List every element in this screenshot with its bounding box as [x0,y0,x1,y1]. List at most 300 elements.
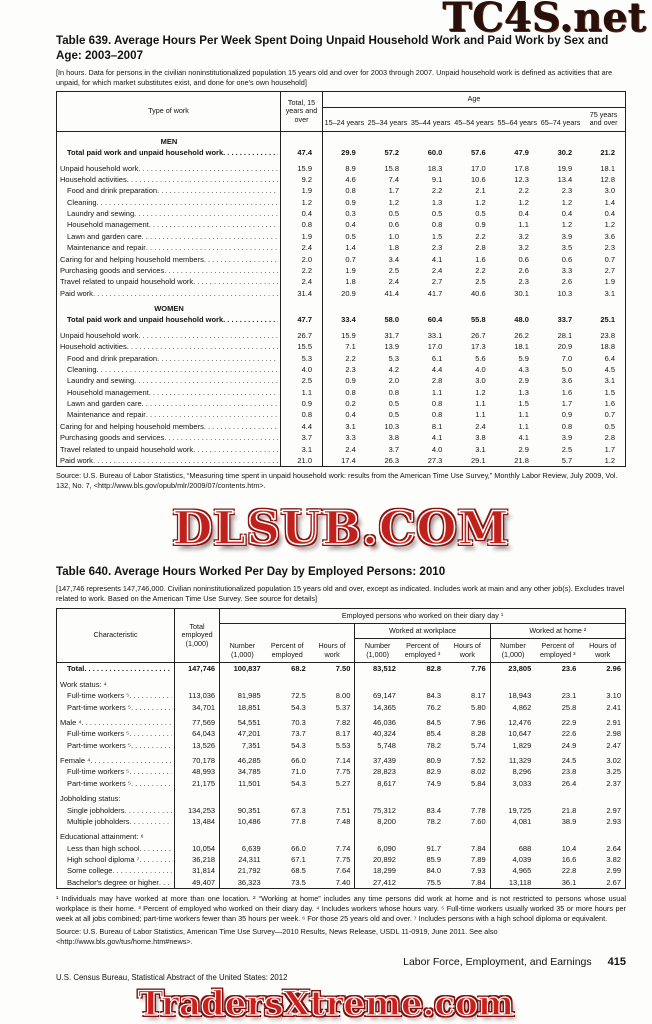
value-cell [445,827,490,842]
row-label-cell [57,690,175,701]
row-label: Lawn and garden care [67,231,142,241]
value-cell: 13.9 [384,342,400,352]
value-cell [582,299,625,314]
value-cell: 30.1 [514,288,529,298]
value-cell: 17.0 [471,163,486,173]
value-cell [265,675,310,690]
section-header-row [57,827,626,842]
value-cell: 36.1 [561,877,577,887]
value-cell: 16.6 [561,855,577,865]
col-header-age-65-74: 65–74 years [539,107,582,131]
row-label: Part-time workers ⁵ [67,740,131,750]
value-cell: 34,785 [237,767,261,777]
col-header-workplace-hours: Hours of work [445,639,490,663]
value-cell: 2.98 [606,729,621,739]
value-cell: 11,329 [508,756,532,766]
table640-body [57,663,626,889]
value-cell: 3,033 [512,778,532,788]
value-cell: 4.1 [518,433,529,443]
value-cell [175,675,220,690]
value-cell [220,675,265,690]
dot-leader [149,388,278,397]
value-cell: 48,993 [175,766,220,777]
row-label-cell [57,314,281,325]
value-cell: 31.4 [281,288,323,299]
value-cell: 4.5 [604,364,615,374]
value-cell: 8.1 [431,421,443,431]
value-cell: 33.1 [427,330,443,340]
value-cell: 67.1 [291,855,306,865]
value-cell: 1.5 [431,231,443,241]
value-cell: 34,701 [175,702,220,713]
value-cell [310,827,355,842]
value-cell: 7.14 [310,751,355,766]
dot-leader [131,741,172,750]
table-row [57,314,626,325]
value-cell: 54.3 [291,778,306,788]
row-label: Full-time workers ⁵ [67,691,130,701]
value-cell: 1.4 [604,197,615,207]
table-row [57,265,626,276]
value-cell: 4.2 [388,364,400,374]
value-cell: 5.80 [445,702,490,713]
dot-leader [164,433,278,442]
row-label-cell [57,147,281,158]
row-label-cell [57,231,281,242]
dot-leader [146,410,278,419]
value-cell: 2.3 [431,243,443,253]
watermark-bottom: TradersXtreme.com [138,984,514,1024]
value-cell: 5.6 [475,353,486,363]
value-cell: 4,039 [512,855,532,865]
table639-header [57,92,626,131]
dot-leader [193,445,278,454]
row-label: Caring for and helping household members [60,254,204,264]
value-cell: 49,407 [175,877,220,889]
value-cell: 75,312 [373,805,396,815]
value-cell: 47,201 [237,729,261,739]
row-label-cell [57,208,281,219]
value-cell: 47.4 [281,147,323,158]
dot-leader [204,422,278,431]
value-cell: 1.6 [604,399,615,409]
value-cell [355,827,400,842]
value-cell: 2.67 [606,877,621,887]
value-cell: 13,484 [175,816,220,827]
value-cell: 13,526 [175,740,220,751]
value-cell: 76.2 [426,702,442,712]
value-cell: 30.2 [557,148,573,158]
value-cell: 1.7 [388,186,400,196]
value-cell: 20.9 [341,288,356,298]
value-cell: 54,551 [237,717,261,727]
dot-leader [129,691,172,700]
value-cell: 18.3 [427,163,443,173]
value-cell: 22.6 [561,729,577,739]
value-cell: 22.9 [561,717,577,727]
row-label-cell [57,805,175,816]
col-header-diary-day: Employed persons who worked on their diary day ¹ [220,608,626,623]
row-label-cell [57,254,281,265]
col-header-home-pct: Percent of employed ³ [535,639,580,663]
table-row [57,854,626,865]
value-cell: 0.8 [431,399,443,409]
table-row [57,728,626,739]
value-cell: 1.2 [475,387,486,397]
dot-leader [164,266,278,275]
value-cell: 6.1 [431,353,443,363]
value-cell: 4.3 [518,364,529,374]
value-cell [535,827,580,842]
value-cell [580,827,625,842]
row-label: Maintenance and repair [67,243,146,253]
value-cell: 2.4 [475,421,486,431]
value-cell: 1.2 [561,197,573,207]
dot-leader [97,365,278,374]
value-cell: 2.47 [606,740,621,750]
value-cell: 2.91 [606,717,621,727]
value-cell: 17.3 [471,342,486,352]
table640-footnotes: ¹ Individuals may have worked at more than one location. ² “Working at home” includes any time persons did work at home and is not restricted to persons whose usual workplace is their home. ³ Percent of employed who worked on their diary day. ⁴ Includes workers whose hours vary. ⁵ Full-time workers usually worked 35 or more hours per week at all jobs combined; part-time workers fewer than 35 hours per week. ⁶ For those 25 years old and over. ⁷ Includes persons with a high school diploma or equivalent. [56,894,626,923]
value-cell: 0.7 [345,254,356,264]
value-cell: 3.82 [606,855,621,865]
value-cell: 18.1 [600,163,615,173]
value-cell: 2.7 [431,277,443,287]
row-label: Purchasing goods and services [60,265,165,275]
table-row [57,778,626,789]
table-row [57,877,626,889]
value-cell [310,789,355,804]
value-cell: 688 [518,843,532,853]
value-cell: 7.0 [561,353,573,363]
value-cell: 69,147 [373,691,396,701]
table640-source: Source: U.S. Bureau of Labor Statistics, American Time Use Survey—2010 Results, News Release, USDL 11-0919, June 2011. See also <http://www.bls.gov/tus/home.htm#news>. [56,927,498,947]
value-cell: 22.8 [561,866,577,876]
value-cell: 7.40 [310,877,355,889]
value-cell: 1.1 [431,387,443,397]
table-row [57,663,626,675]
value-cell: 2.2 [345,353,356,363]
dot-leader [93,456,278,465]
value-cell: 3.25 [606,767,621,777]
row-label-cell [57,353,281,364]
dot-leader [84,664,172,673]
dot-leader [138,331,278,340]
row-label: Household management [67,387,149,397]
value-cell: 4,081 [512,816,532,826]
col-header-at-workplace: Worked at workplace [355,623,490,638]
value-cell [265,827,310,842]
value-cell: 8.9 [345,163,356,173]
value-cell: 28,823 [373,767,396,777]
row-label-cell [57,421,281,432]
value-cell: 0.5 [345,231,356,241]
row-label-cell [57,778,175,789]
row-label: Household activities [60,342,127,352]
col-header-age-55-64: 55–64 years [496,107,539,131]
value-cell: 5,748 [377,740,396,750]
table-row [57,185,626,196]
value-cell: 12,476 [508,717,532,727]
value-cell: 15.5 [281,341,323,352]
value-cell: 8.00 [310,690,355,701]
row-label-cell [57,702,175,713]
table-row [57,444,626,455]
row-label: Purchasing goods and services [60,433,165,443]
value-cell: 7.96 [445,713,490,728]
row-label: Lawn and garden care [67,399,142,409]
value-cell: 0.9 [345,376,356,386]
value-cell: 1.7 [604,444,615,454]
table640-title: Table 640. Average Hours Worked Per Day by Employed Persons: 2010 [56,564,446,578]
dot-leader [112,866,172,875]
row-label-cell: Jobholding status: [57,789,175,804]
value-cell: 7.48 [310,816,355,827]
value-cell: 147,746 [175,663,220,675]
row-label: Full-time workers ⁵ [67,767,130,777]
section-header-row [57,299,626,314]
table-row [57,353,626,364]
value-cell: 28.1 [557,330,573,340]
value-cell: 1.5 [518,399,529,409]
value-cell [580,675,625,690]
value-cell: 0.4 [281,208,323,219]
table-row [57,326,626,341]
value-cell [409,131,452,147]
value-cell: 1.6 [475,254,486,264]
value-cell: 7.50 [310,663,355,675]
value-cell [175,789,220,804]
col-header-home-hours: Hours of work [580,639,625,663]
value-cell: 47.9 [514,148,529,158]
row-label: Total paid work and unpaid household work [67,148,224,158]
value-cell: 3.1 [604,376,615,386]
value-cell: 7.1 [345,342,356,352]
value-cell: 2.2 [518,186,529,196]
value-cell: 2.9 [518,376,529,386]
row-label: Caring for and helping household members [60,421,204,431]
watermark-top: TC4S.net [442,0,646,41]
row-label-cell [57,265,281,276]
value-cell: 82.8 [426,664,442,674]
col-header-home-number: Number (1,000) [490,639,535,663]
value-cell: 2.1 [475,186,486,196]
table639-note: [In hours. Data for persons in the civilian noninstitutionalized population 15 years old and over for 2003 through 2007. Unpaid household work is defined as activities that are unpaid, for which market substitutes exist, and done for one's own household] [56,67,613,87]
value-cell: 6,090 [377,843,396,853]
value-cell: 3.02 [606,756,621,766]
value-cell [323,299,366,314]
value-cell [355,675,400,690]
value-cell: 85.4 [426,729,442,739]
value-cell: 83,512 [373,664,396,674]
value-cell: 21,792 [237,866,261,876]
dot-leader [146,243,278,252]
row-label-cell: MEN [57,131,281,147]
value-cell: 84.5 [426,717,442,727]
value-cell: 27,412 [373,877,396,887]
table-row [57,208,626,219]
row-label: Cleaning [67,197,97,207]
row-label-cell [57,728,175,739]
row-label-cell [57,444,281,455]
value-cell: 71.0 [291,767,306,777]
value-cell: 7.75 [310,854,355,865]
table-row [57,276,626,287]
value-cell: 26.7 [281,326,323,341]
value-cell: 57.6 [471,148,486,158]
value-cell: 7.60 [445,816,490,827]
value-cell: 73.5 [291,877,306,887]
value-cell [355,789,400,804]
row-label: Laundry and sewing [67,376,135,386]
value-cell: 37,439 [373,756,396,766]
value-cell: 4.1 [431,433,443,443]
value-cell: 3.3 [561,265,573,275]
value-cell: 17.4 [341,455,356,465]
value-cell: 1.1 [518,220,529,230]
value-cell: 57.2 [384,148,400,158]
value-cell [323,131,366,147]
row-label-cell [57,197,281,208]
value-cell: 2.3 [345,364,356,374]
value-cell [496,131,539,147]
value-cell: 7.51 [310,805,355,816]
table-row [57,702,626,713]
value-cell: 15.9 [281,159,323,174]
col-header-hours: Hours of work [310,623,355,662]
table-row [57,364,626,375]
value-cell: 7.52 [445,751,490,766]
value-cell: 2.37 [606,778,621,788]
value-cell: 85.9 [426,855,442,865]
value-cell [366,299,409,314]
value-cell: 2.0 [388,376,400,386]
row-label-cell [57,816,175,827]
value-cell: 11,501 [238,778,261,788]
value-cell: 15.9 [341,330,356,340]
value-cell: 1.7 [561,399,573,409]
value-cell: 0.7 [604,254,615,264]
value-cell: 1.2 [604,220,615,230]
value-cell: 15.8 [384,163,400,173]
table639 [56,91,626,467]
dot-leader [157,186,278,195]
value-cell: 1.2 [604,455,615,465]
dot-leader [93,289,278,298]
value-cell [445,675,490,690]
row-label: Male ⁴ [60,717,82,727]
value-cell [220,789,265,804]
value-cell: 1.1 [475,399,486,409]
value-cell [490,675,535,690]
row-label-cell [57,185,281,196]
row-label: Unpaid household work [60,330,139,340]
row-label: Total [67,664,85,674]
value-cell: 1.2 [475,197,486,207]
value-cell: 1.1 [281,387,323,398]
value-cell: 23.6 [561,664,577,674]
dot-leader [125,806,172,815]
value-cell: 0.6 [388,220,400,230]
value-cell: 5.74 [445,740,490,751]
value-cell: 1.1 [518,410,529,420]
value-cell: 0.4 [345,220,356,230]
value-cell: 0.8 [388,387,400,397]
value-cell: 0.4 [604,209,615,219]
row-label-cell [57,398,281,409]
value-cell: 78.2 [426,740,442,750]
value-cell: 4.4 [431,364,443,374]
value-cell: 1.8 [388,243,400,253]
col-header-age-75-over: 75 years and over [582,107,625,131]
value-cell: 3.3 [345,433,356,443]
value-cell: 1.2 [518,197,529,207]
value-cell: 7.4 [388,174,400,184]
value-cell [535,675,580,690]
dot-leader [90,756,172,765]
value-cell: 75.5 [426,877,442,887]
row-label: Household management [67,220,149,230]
row-label: Household activities [60,174,127,184]
value-cell: 0.9 [345,197,356,207]
section-header-row [57,675,626,690]
value-cell: 19.9 [557,163,573,173]
value-cell: 2.2 [431,186,443,196]
table-row [57,398,626,409]
census-bureau-line: U.S. Census Bureau, Statistical Abstract of the United States: 2012 [56,972,288,982]
value-cell: 2.5 [475,277,486,287]
value-cell: 8.02 [445,766,490,777]
value-cell: 21.2 [600,148,615,158]
value-cell: 23,805 [508,664,532,674]
section-header-row [57,131,626,147]
table-row [57,816,626,827]
row-label: Unpaid household work [60,163,139,173]
table-row [57,805,626,816]
dot-leader [142,399,278,408]
value-cell: 55.8 [471,315,486,325]
value-cell: 47.7 [281,314,323,325]
value-cell: 10,647 [508,729,532,739]
col-header-number: Number (1,000) [220,623,265,662]
value-cell: 3.9 [561,433,573,443]
value-cell: 83.4 [426,805,442,815]
value-cell: 38.9 [561,816,577,826]
col-header-pct-employed: Percent of employed [265,623,310,662]
table-row [57,159,626,174]
value-cell: 1.6 [561,387,573,397]
value-cell: 7.75 [310,766,355,777]
value-cell [490,789,535,804]
row-label: Female ⁴ [60,756,91,766]
value-cell: 3.10 [606,691,621,701]
value-cell: 54.3 [291,702,306,712]
value-cell: 10.3 [557,288,573,298]
value-cell: 25.1 [600,315,615,325]
value-cell [452,299,495,314]
value-cell: 2.5 [281,375,323,386]
value-cell: 1.1 [518,421,529,431]
value-cell: 18,943 [508,691,532,701]
value-cell: 3.2 [518,243,529,253]
table639-source: Source: U.S. Bureau of Labor Statistics, “Measuring time spent in unpaid household work: results from the American Time Use Survey,” Monthly Labor Review, July 2009, Vol. 132, No. 7, <http://www.bls.gov/opub/mlr/2009/07/contents.htm>. [56,471,618,491]
value-cell: 5.27 [310,778,355,789]
value-cell: 29.1 [471,455,486,465]
value-cell: 90,351 [237,805,261,815]
table639-section [56,34,626,491]
row-label: Food and drink preparation [67,186,158,196]
value-cell: 54.3 [291,740,306,750]
